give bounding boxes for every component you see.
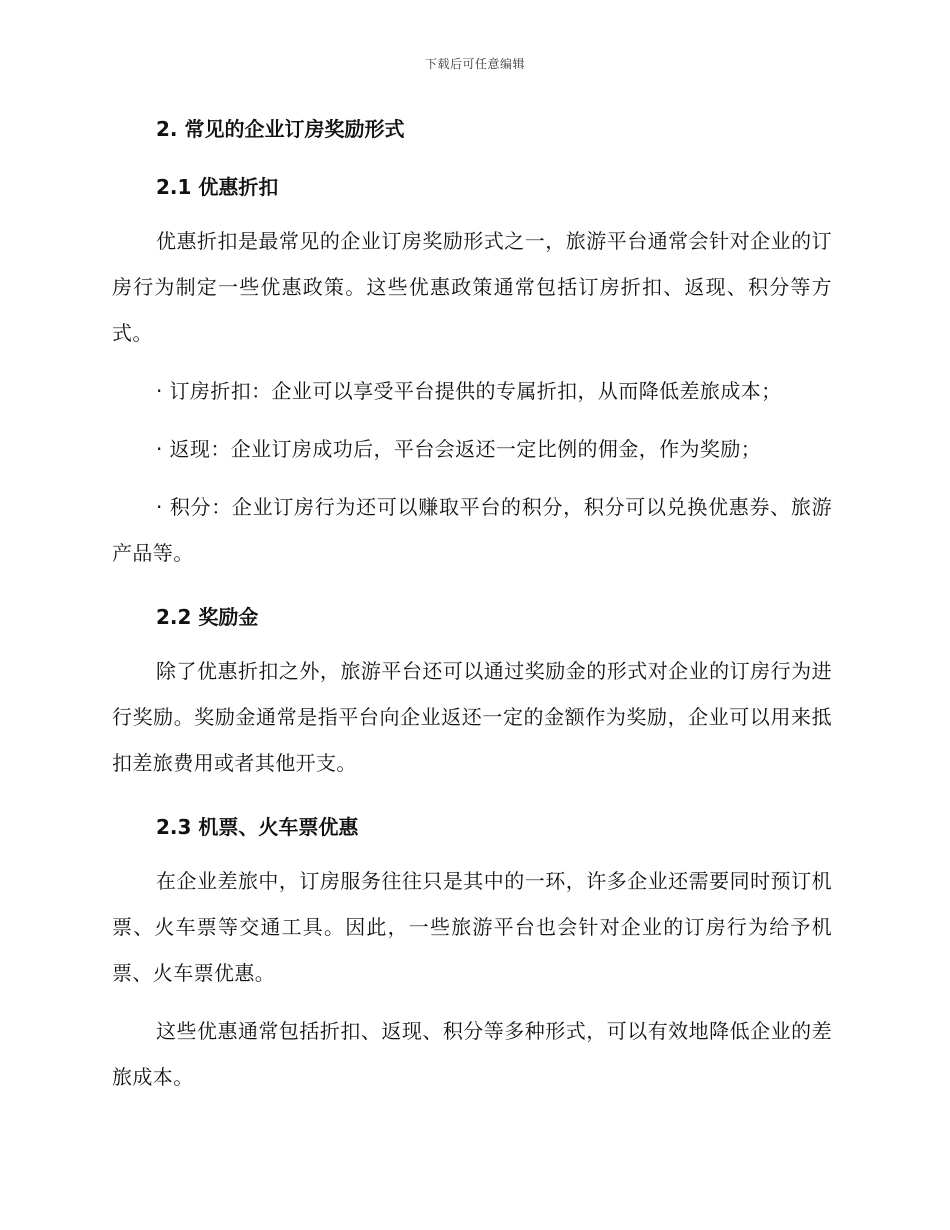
- bullet-points: · 积分：企业订房行为还可以赚取平台的积分，积分可以兑换优惠券、旅游产品等。: [112, 495, 832, 565]
- paragraph-reward-money: 除了优惠折扣之外，旅游平台还可以通过奖励金的形式对企业的订房行为进行奖励。奖励金通常是指平台向企业返还一定的金额作为奖励，企业可以用来抵扣差旅费用或者其他开支。: [112, 659, 832, 775]
- heading-2-1: 2.1 优惠折扣: [156, 175, 279, 199]
- page-header: 下载后可任意编辑: [424, 57, 525, 71]
- bullet-room-discount: · 订房折扣：企业可以享受平台提供的专属折扣，从而降低差旅成本；: [156, 379, 782, 403]
- bullet-cashback: · 返现：企业订房成功后，平台会返还一定比例的佣金，作为奖励；: [156, 437, 762, 461]
- paragraph-ticket-offers: 在企业差旅中，订房服务往往只是其中的一环，许多企业还需要同时预订机票、火车票等交通工具。因此，一些旅游平台也会针对企业的订房行为给予机票、火车票优惠。: [112, 869, 832, 985]
- heading-2-2: 2.2 奖励金: [156, 605, 259, 629]
- paragraph-discount-intro: 优惠折扣是最常见的企业订房奖励形式之一，旅游平台通常会针对企业的订房行为制定一些优惠政策。这些优惠政策通常包括订房折扣、返现、积分等方式。: [112, 229, 832, 345]
- section-title: 2. 常见的企业订房奖励形式: [156, 117, 405, 141]
- heading-2-3: 2.3 机票、火车票优惠: [156, 815, 359, 839]
- document-content: [112, 112, 832, 1100]
- paragraph-ticket-summary: 这些优惠通常包括折扣、返现、积分等多种形式，可以有效地降低企业的差旅成本。: [112, 1019, 832, 1089]
